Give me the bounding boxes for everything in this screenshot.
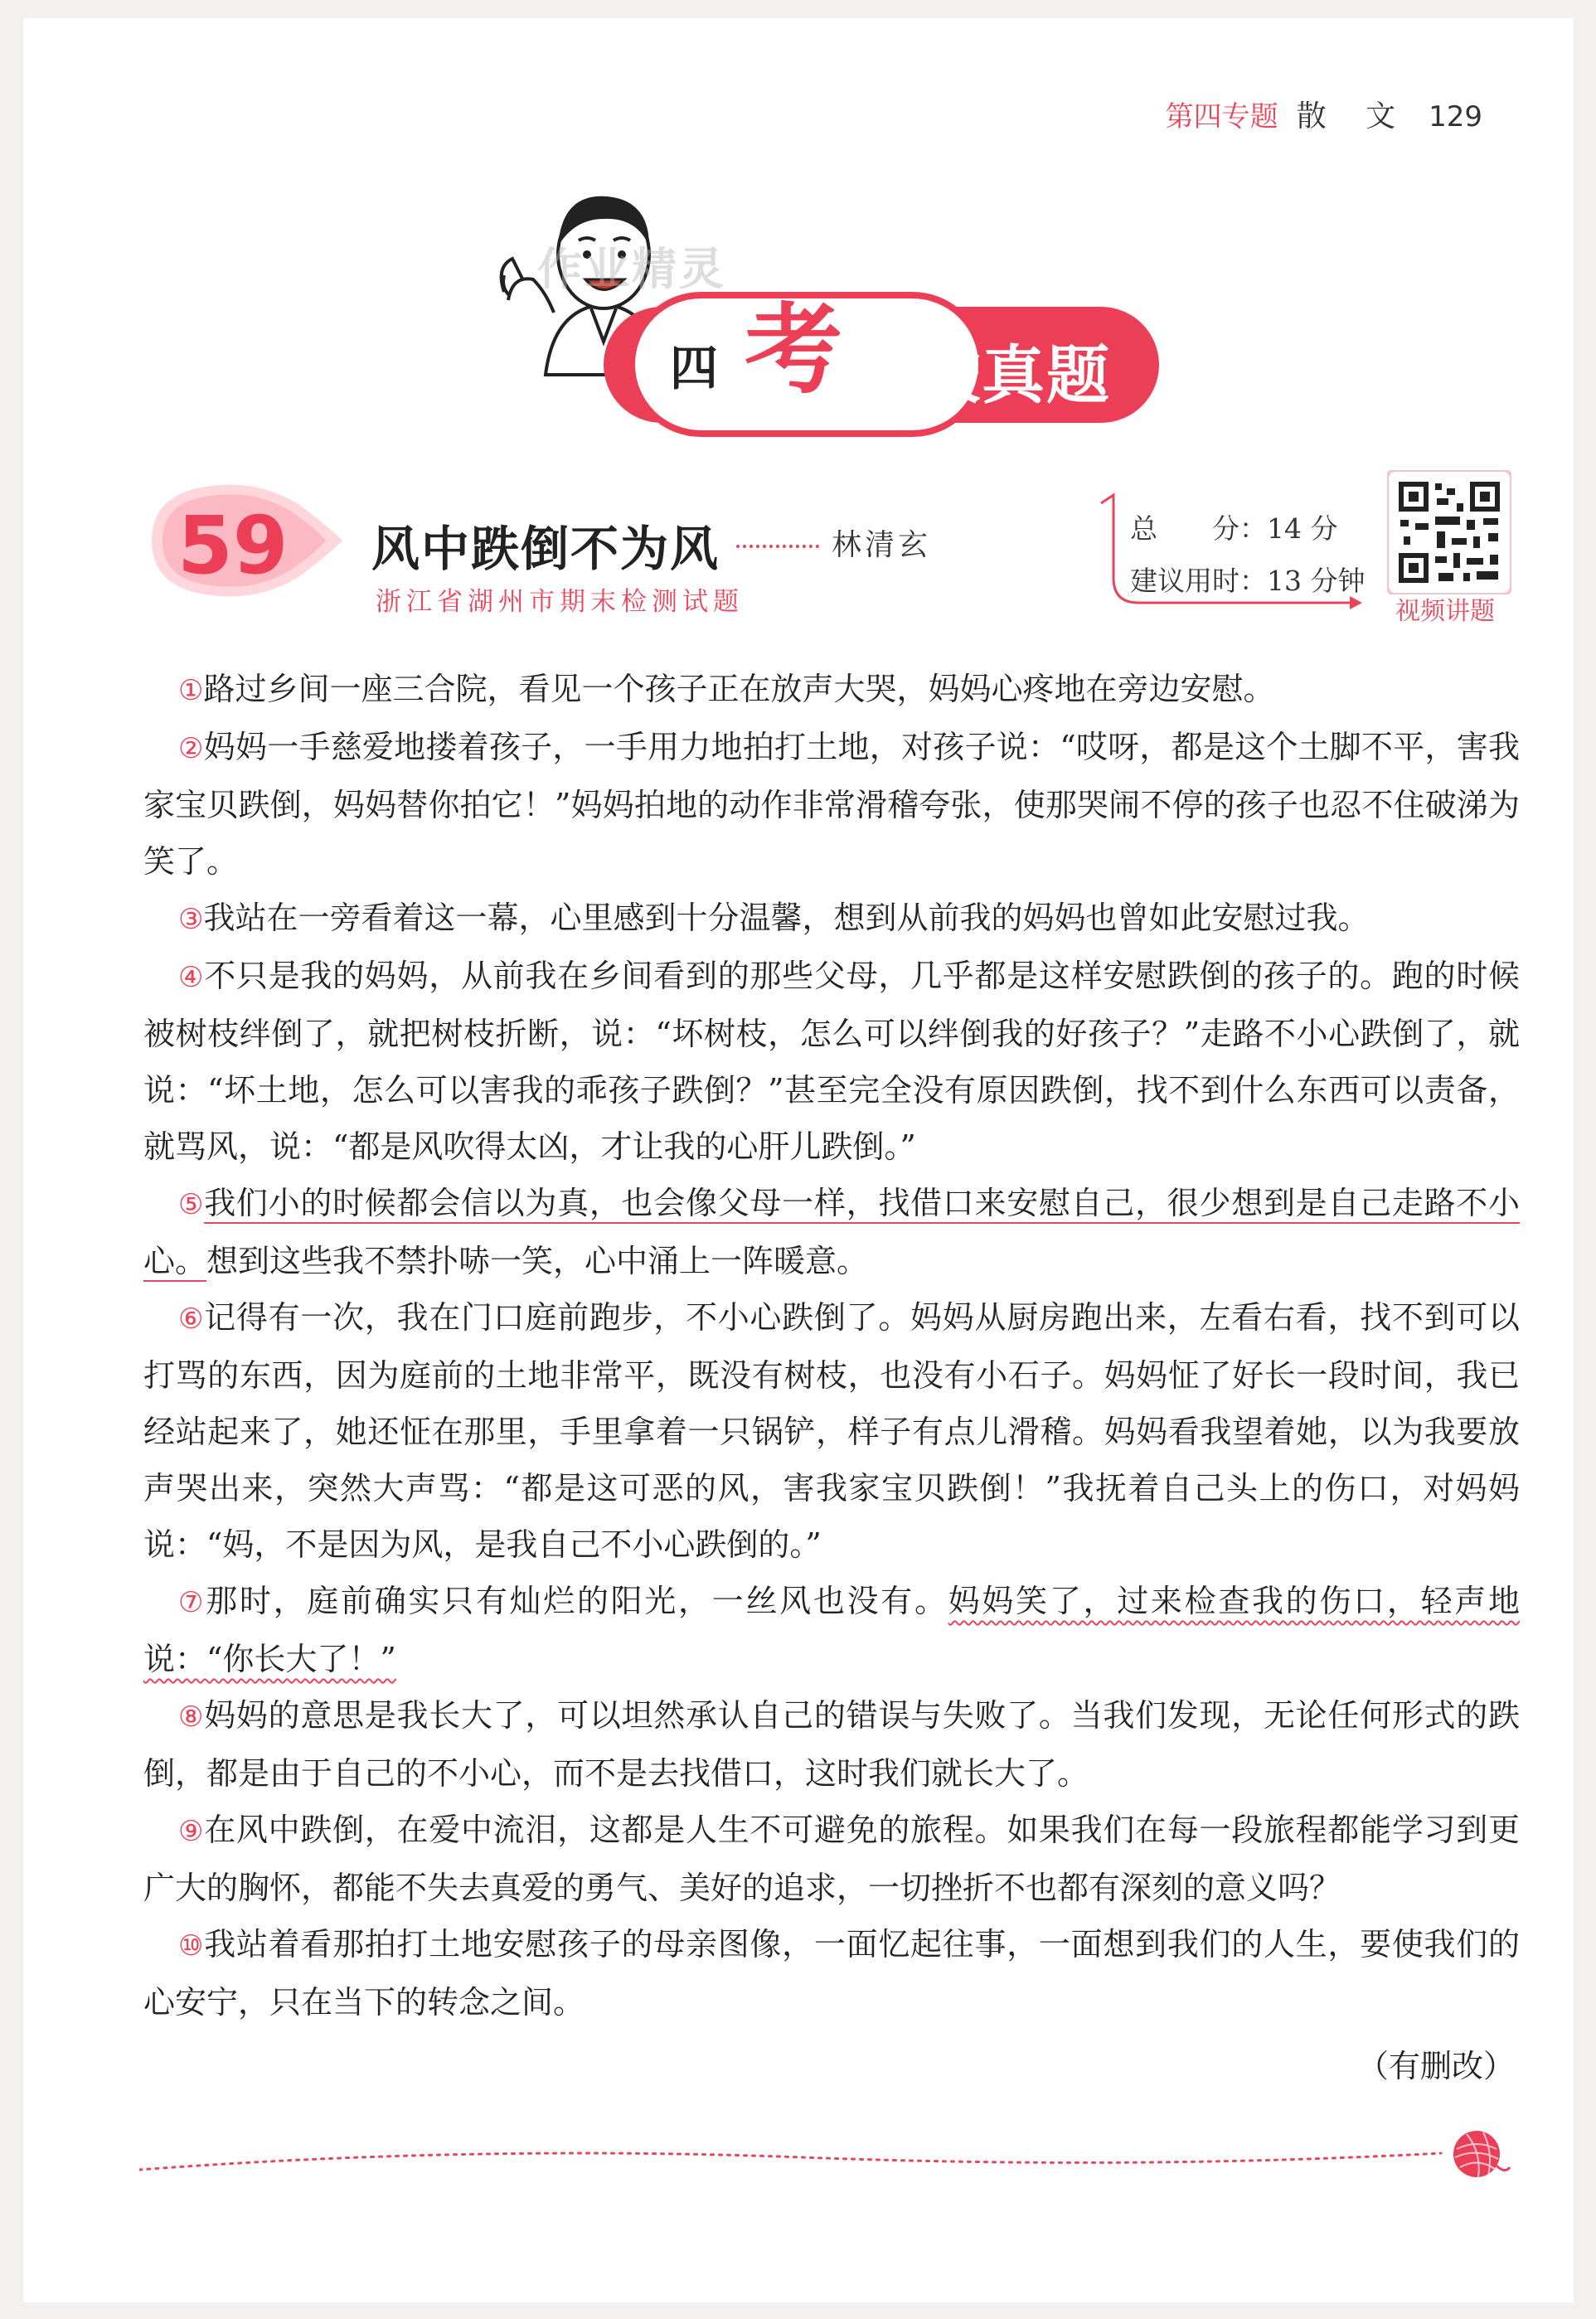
paragraph-4 xyxy=(143,948,1520,1175)
running-head xyxy=(1166,93,1482,135)
score-box xyxy=(1093,487,1375,619)
section-banner xyxy=(463,167,1176,449)
paragraph-1 xyxy=(143,661,1520,719)
score-box-frame xyxy=(1093,487,1375,619)
paragraph-number: ① xyxy=(178,674,204,707)
exam-source: 浙江省湖州市期末检测试题 xyxy=(376,587,744,617)
question-badge xyxy=(148,478,347,603)
qr-code-icon[interactable] xyxy=(1387,470,1511,594)
paragraph-number: ⑨ xyxy=(178,1815,205,1848)
paragraph-text: 我站在一旁看着这一幕，心里感到十分温馨，想到从前我的妈妈也曾如此安慰过我。 xyxy=(203,900,1370,936)
banner-number: 四 xyxy=(670,340,719,396)
paragraph-text: 妈妈的意思是我长大了，可以坦然承认自己的错误与失败了。当我们发现，无论任何形式的跌倒，都是由于自己的不小心，而不是去找借口，这时我们就长大了。 xyxy=(143,1697,1520,1792)
paragraph-number: ⑩ xyxy=(178,1929,205,1962)
paragraph-text: 想到这些我不禁扑哧一笑，心中涌上一阵暖意。 xyxy=(206,1243,869,1279)
page xyxy=(23,18,1574,2302)
paragraph-text: 不只是我的妈妈，从前我在乡间看到的那些父母，几乎都是这样安慰跌倒的孩子的。跑的时候被树枝绊倒了，就把树枝折断，说：“坏树枝，怎么可以绊倒我的好孩子？”走路不小心跌倒了，就说：“坏土地，怎么可以害我的乖孩子跌倒？”甚至完全没有原因跌倒，找不到什么东西可以责备，就骂风，说：“都是风吹得太凶，才让我的心肝儿跌倒。” xyxy=(143,958,1520,1165)
paragraph-10 xyxy=(143,1916,1520,2030)
paragraph-number: ③ xyxy=(178,903,204,936)
paragraph-number: ⑦ xyxy=(178,1586,206,1619)
banner-title: 名校真题 xyxy=(852,338,1111,412)
underlined-sentence: 我们小的时候都会信以为真，也会像父母一样，找借口来安慰自己，很少想到是自己走路不小心。 xyxy=(143,1185,1520,1279)
paragraph-7 xyxy=(143,1573,1520,1687)
paragraph-text: 在风中跌倒，在爱中流泪，这都是人生不可避免的旅程。如果我们在每一段旅程都能学习到更广大的胸怀，都能不失去真爱的勇气、美好的追求，一切挫折不也都有深刻的意义吗？ xyxy=(143,1812,1520,1906)
paragraph-number: ⑥ xyxy=(178,1303,205,1336)
article-title: 风中跌倒不为风 xyxy=(371,521,720,577)
paragraph-2 xyxy=(143,719,1520,890)
footer-divider xyxy=(139,2141,1449,2182)
title-dots xyxy=(736,545,819,548)
paragraph-number: ④ xyxy=(178,961,205,994)
paragraph-text: 记得有一次，我在门口庭前跑步，不小心跌倒了。妈妈从厨房跑出来，左看右看，找不到可以打骂的东西，因为庭前的土地非常平，既没有树枝，也没有小石子。妈妈怔了好长一段时间，我已经站起来了，她还怔在那里，手里拿着一只锅铲，样子有点儿滑稽。妈妈看我望着她，以为我要放声哭出来，突然大声骂：“都是这可恶的风，害我家宝贝跌倒！”我抚着自己头上的伤口，对妈妈说：“妈，不是因为风，是我自己不小心跌倒的。” xyxy=(143,1299,1520,1563)
paragraph-text: 我站着看那拍打土地安慰孩子的母亲图像，一面忆起往事，一面想到我们的人生，要使我们的心安宁，只在当下的转念之间。 xyxy=(143,1926,1520,2021)
paragraph-8 xyxy=(143,1687,1520,1802)
suggested-time: 建议用时：13 分钟 xyxy=(1130,565,1366,597)
banner-kao: 考 xyxy=(745,293,843,407)
genre-label: 散 文 xyxy=(1296,99,1411,133)
paragraph-9 xyxy=(143,1802,1520,1916)
paragraph-3 xyxy=(143,890,1520,948)
paragraph-number: ⑧ xyxy=(178,1700,205,1734)
paragraph-text: 妈妈一手慈爱地搂着孩子，一手用力地拍打土地，对孩子说：“哎呀，都是这个土脚不平，害我家宝贝跌倒，妈妈替你拍它！”妈妈拍地的动作非常滑稽夸张，使那哭闹不停的孩子也忍不住破涕为笑了。 xyxy=(143,729,1521,880)
total-score: 总 分：14 分 xyxy=(1130,512,1338,545)
yarn-ball-icon xyxy=(1445,2124,1511,2182)
watermark-text: 作业精灵 xyxy=(537,243,726,295)
article-body xyxy=(143,661,1520,2086)
paragraph-number: ⑤ xyxy=(178,1188,205,1221)
paragraph-text: 路过乡间一座三合院，看见一个孩子正在放声大哭，妈妈心疼地在旁边安慰。 xyxy=(203,671,1275,707)
revision-note: （有删改） xyxy=(1356,2048,1515,2084)
page-number: 129 xyxy=(1429,100,1482,133)
paragraph-6 xyxy=(143,1289,1520,1573)
question-number: 59 xyxy=(177,499,289,592)
article-author: 林清玄 xyxy=(832,528,932,562)
paragraph-5 xyxy=(143,1175,1520,1289)
paragraph-text: 那时，庭前确实只有灿烂的阳光，一丝风也没有。 xyxy=(206,1583,948,1619)
wavy-underlined-sentence: 妈妈笑了，过来检查我的伤口，轻声地说：“你长大了！” xyxy=(143,1583,1520,1677)
video-lecture-link[interactable]: 视频讲题 xyxy=(1395,597,1495,626)
paragraph-number: ② xyxy=(178,732,204,765)
topic-label: 第四专题 xyxy=(1165,100,1278,133)
